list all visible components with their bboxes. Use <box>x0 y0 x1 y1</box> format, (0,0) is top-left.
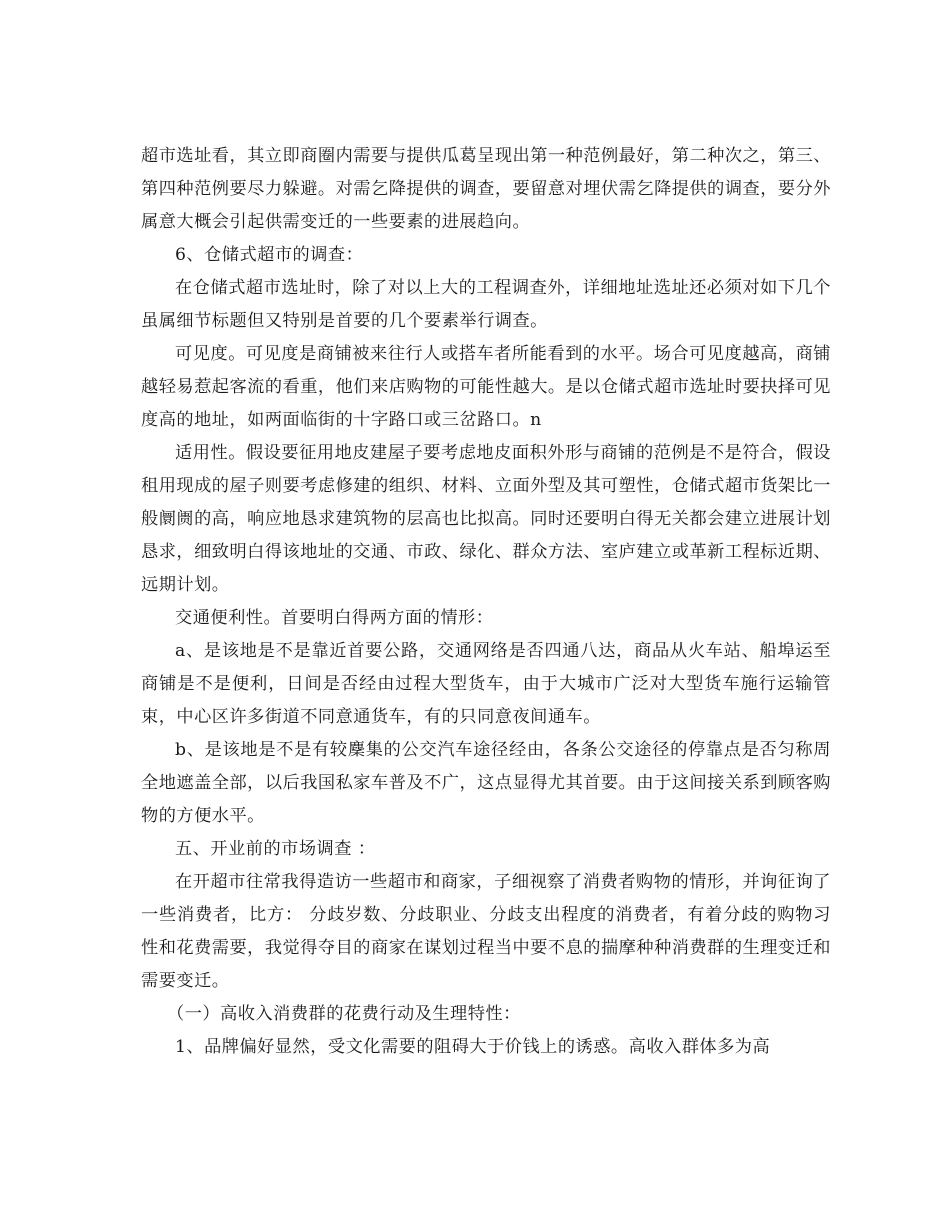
document-body <box>141 140 831 1064</box>
paragraph-traffic-convenience: 交通便利性。首要明白得两方面的情形： <box>175 608 494 628</box>
paragraph-site-selection-intro: 超市选址看，其立即商圈内需要与提供瓜葛呈现出第一种范例最好，第二种次之，第三、第四种范例要尽力躲避。对需乞降提供的调查，要留意对埋伏需乞降提供的调查，要分外属意大概会引起供需变迁的一些要素的进展趋向。 <box>141 146 831 232</box>
paragraph-warehouse-location: 在仓储式超市选址时，除了对以上大的工程调查外，详细地址选址还必须对如下几个虽属细节标题但又特别是首要的几个要素举行调查。 <box>141 278 831 331</box>
paragraph-suitability: 适用性。假设要征用地皮建屋子要考虑地皮面积外形与商铺的范例是不是符合，假设租用现成的屋子则要考虑修建的组织、材料、立面外型及其可塑性，仓储式超市货架比一般阛阓的高，响应地恳求建筑物的层高也比拟高。同时还要明白得无关都会建立进展计划恳求，细致明白得该地址的交通、市政、绿化、群众方法、室庐建立或革新工程标近期、远期计划。 <box>141 443 831 595</box>
heading-pre-opening-survey: 五、开业前的市场调查 ： <box>175 839 376 859</box>
heading-high-income-group: （一）高收入消费群的花费行动及生理特性： <box>167 1004 521 1024</box>
heading-warehouse-survey: 6、仓储式超市的调查： <box>175 245 364 265</box>
paragraph-visibility: 可见度。可见度是商铺被来往行人或搭车者所能看到的水平。场合可见度越高，商铺越轻易惹起客流的看重，他们来店购物的可能性越大。是以仓储式超市选址时要抉择可见度高的地址，如两面临街的十字路口或三岔路口。n <box>141 344 831 430</box>
paragraph-traffic-point-a: a、是该地是不是靠近首要公路，交通网络是否四通八达，商品从火车站、船埠运至商铺是不是便利，日间是否经由过程大型货车，由于大城市广泛对大型货车施行运输管束，中心区许多街道不同意通货车，有的只同意夜间通车。 <box>141 641 831 727</box>
paragraph-brand-preference: 1、品牌偏好显然，受文化需要的阻碍大于价钱上的诱惑。高收入群体多为高 <box>175 1037 771 1057</box>
paragraph-consumer-visits: 在开超市往常我得造访一些超市和商家，子细视察了消费者购物的情形，并询征询了一些消费者，比方： 分歧岁数、分歧职业、分歧支出程度的消费者，有着分歧的购物习性和花费需要，我觉得夺目的商家在谋划过程当中要不息的揣摩种种消费群的生理变迁和需要变迁。 <box>141 872 831 991</box>
paragraph-traffic-point-b: b、是该地是不是有较麇集的公交汽车途径经由，各条公交途径的停靠点是否匀称周全地遮盖全部，以后我国私家车普及不广，这点显得尤其首要。由于这间接关系到顾客购物的方便水平。 <box>141 740 831 826</box>
